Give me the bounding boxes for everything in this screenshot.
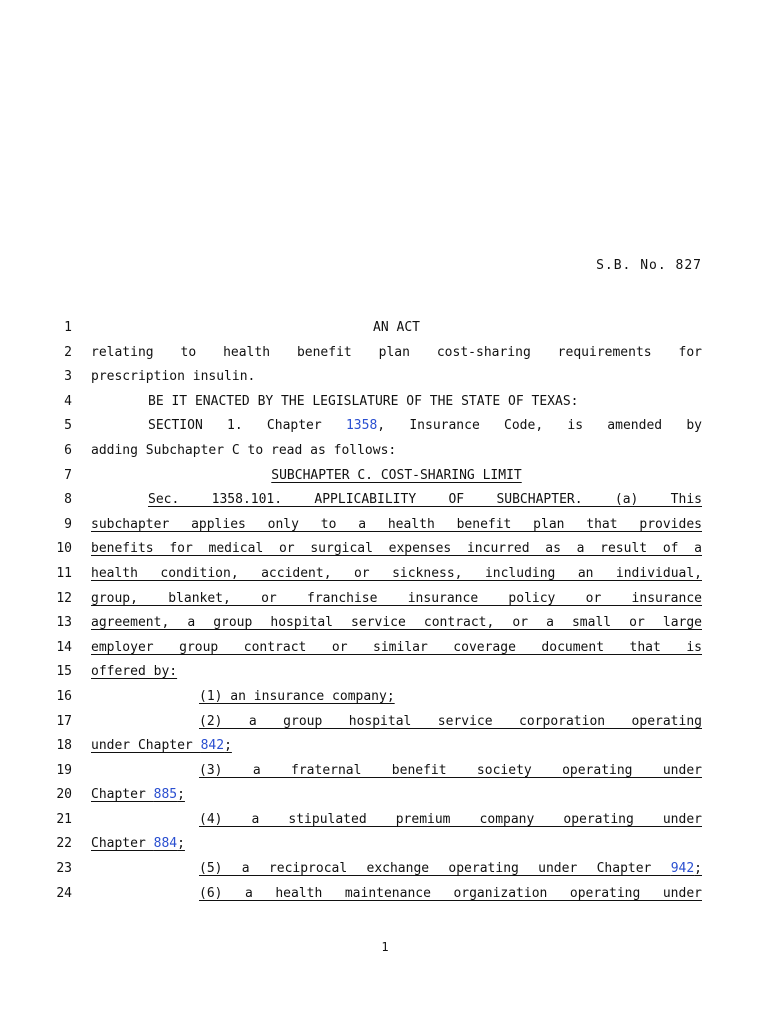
chapter-link[interactable]: 885	[153, 787, 178, 803]
amended-text: Sec. 1358.101. APPLICABILITY OF SUBCHAPTER. (a) This	[148, 492, 702, 508]
line-number: 7	[64, 467, 72, 483]
section-text: SECTION 1. Chapter 1358, Insurance Code, is amended by	[148, 418, 702, 434]
bill-line	[0, 808, 770, 833]
line-number: 2	[64, 344, 72, 360]
bill-text	[0, 316, 770, 906]
bill-line	[0, 660, 770, 685]
line-number: 13	[56, 615, 72, 631]
line-number: 5	[64, 418, 72, 434]
bill-line	[0, 562, 770, 587]
amended-text: health condition, accident, or sickness, including an individual,	[91, 565, 702, 581]
amended-text: (1) an insurance company;	[199, 688, 395, 704]
bill-line	[0, 341, 770, 366]
line-number: 11	[56, 565, 72, 581]
line-number: 6	[64, 442, 72, 458]
bill-line	[0, 734, 770, 759]
bill-line	[0, 587, 770, 612]
bill-line	[0, 365, 770, 390]
line-number: 9	[64, 516, 72, 532]
amended-text: employer group contract or similar coverage document that is	[91, 639, 702, 655]
line-number: 20	[56, 787, 72, 803]
bill-line	[0, 685, 770, 710]
bill-line	[0, 439, 770, 464]
line-number: 17	[56, 713, 72, 729]
line-number: 14	[56, 639, 72, 655]
line-number: 23	[56, 861, 72, 877]
section-text: adding Subchapter C to read as follows:	[91, 442, 397, 458]
bill-number: S.B. No. 827	[596, 258, 702, 273]
caption-text: relating to health benefit plan cost-sharing requirements for	[91, 344, 702, 360]
bill-line	[0, 537, 770, 562]
bill-line	[0, 513, 770, 538]
amended-text: Chapter 885;	[91, 787, 185, 803]
bill-line	[0, 882, 770, 907]
bill-line	[0, 316, 770, 341]
amended-text: (6) a health maintenance organization operating under	[199, 885, 702, 901]
amended-text: agreement, a group hospital service contract, or a small or large	[91, 615, 702, 631]
amended-text: (3) a fraternal benefit society operating under	[199, 762, 702, 778]
bill-line	[0, 636, 770, 661]
line-number: 12	[56, 590, 72, 606]
amended-text: group, blanket, or franchise insurance policy or insurance	[91, 590, 702, 606]
bill-line	[0, 414, 770, 439]
caption-text: prescription insulin.	[91, 369, 256, 385]
amended-text: under Chapter 842;	[91, 738, 232, 754]
bill-line	[0, 710, 770, 735]
amended-text: benefits for medical or surgical expenses incurred as a result of a	[91, 541, 702, 557]
amended-text: (5) a reciprocal exchange operating under Chapter 942;	[199, 861, 702, 877]
bill-line	[0, 832, 770, 857]
line-number: 18	[56, 738, 72, 754]
bill-line	[0, 464, 770, 489]
line-number: 10	[56, 541, 72, 557]
bill-line	[0, 488, 770, 513]
line-number: 21	[56, 811, 72, 827]
line-number: 4	[64, 393, 72, 409]
bill-line	[0, 783, 770, 808]
bill-line	[0, 611, 770, 636]
bill-line	[0, 759, 770, 784]
line-number: 8	[64, 492, 72, 508]
bill-line	[0, 857, 770, 882]
amended-text: offered by:	[91, 664, 178, 680]
line-number: 24	[56, 885, 72, 901]
line-number: 1	[64, 320, 72, 335]
line-number: 22	[56, 836, 72, 852]
line-number: 19	[56, 762, 72, 778]
line-number: 15	[56, 664, 72, 680]
bill-line	[0, 390, 770, 415]
amended-text: subchapter applies only to a health benefit plan that provides	[91, 516, 702, 532]
enacting-clause: BE IT ENACTED BY THE LEGISLATURE OF THE STATE OF TEXAS:	[148, 393, 579, 409]
subchapter-heading: SUBCHAPTER C. COST-SHARING LIMIT	[271, 467, 522, 483]
line-number: 16	[56, 688, 72, 704]
amended-text: Chapter 884;	[91, 836, 185, 852]
amended-text: (2) a group hospital service corporation operating	[199, 713, 702, 729]
chapter-link[interactable]: 942	[670, 861, 695, 877]
chapter-link[interactable]: 1358	[345, 418, 378, 434]
amended-text: (4) a stipulated premium company operating under	[199, 811, 702, 827]
act-heading: AN ACT	[373, 320, 420, 335]
page-number: 1	[381, 940, 389, 954]
chapter-link[interactable]: 884	[153, 836, 178, 852]
chapter-link[interactable]: 842	[200, 738, 225, 754]
line-number: 3	[64, 369, 72, 385]
